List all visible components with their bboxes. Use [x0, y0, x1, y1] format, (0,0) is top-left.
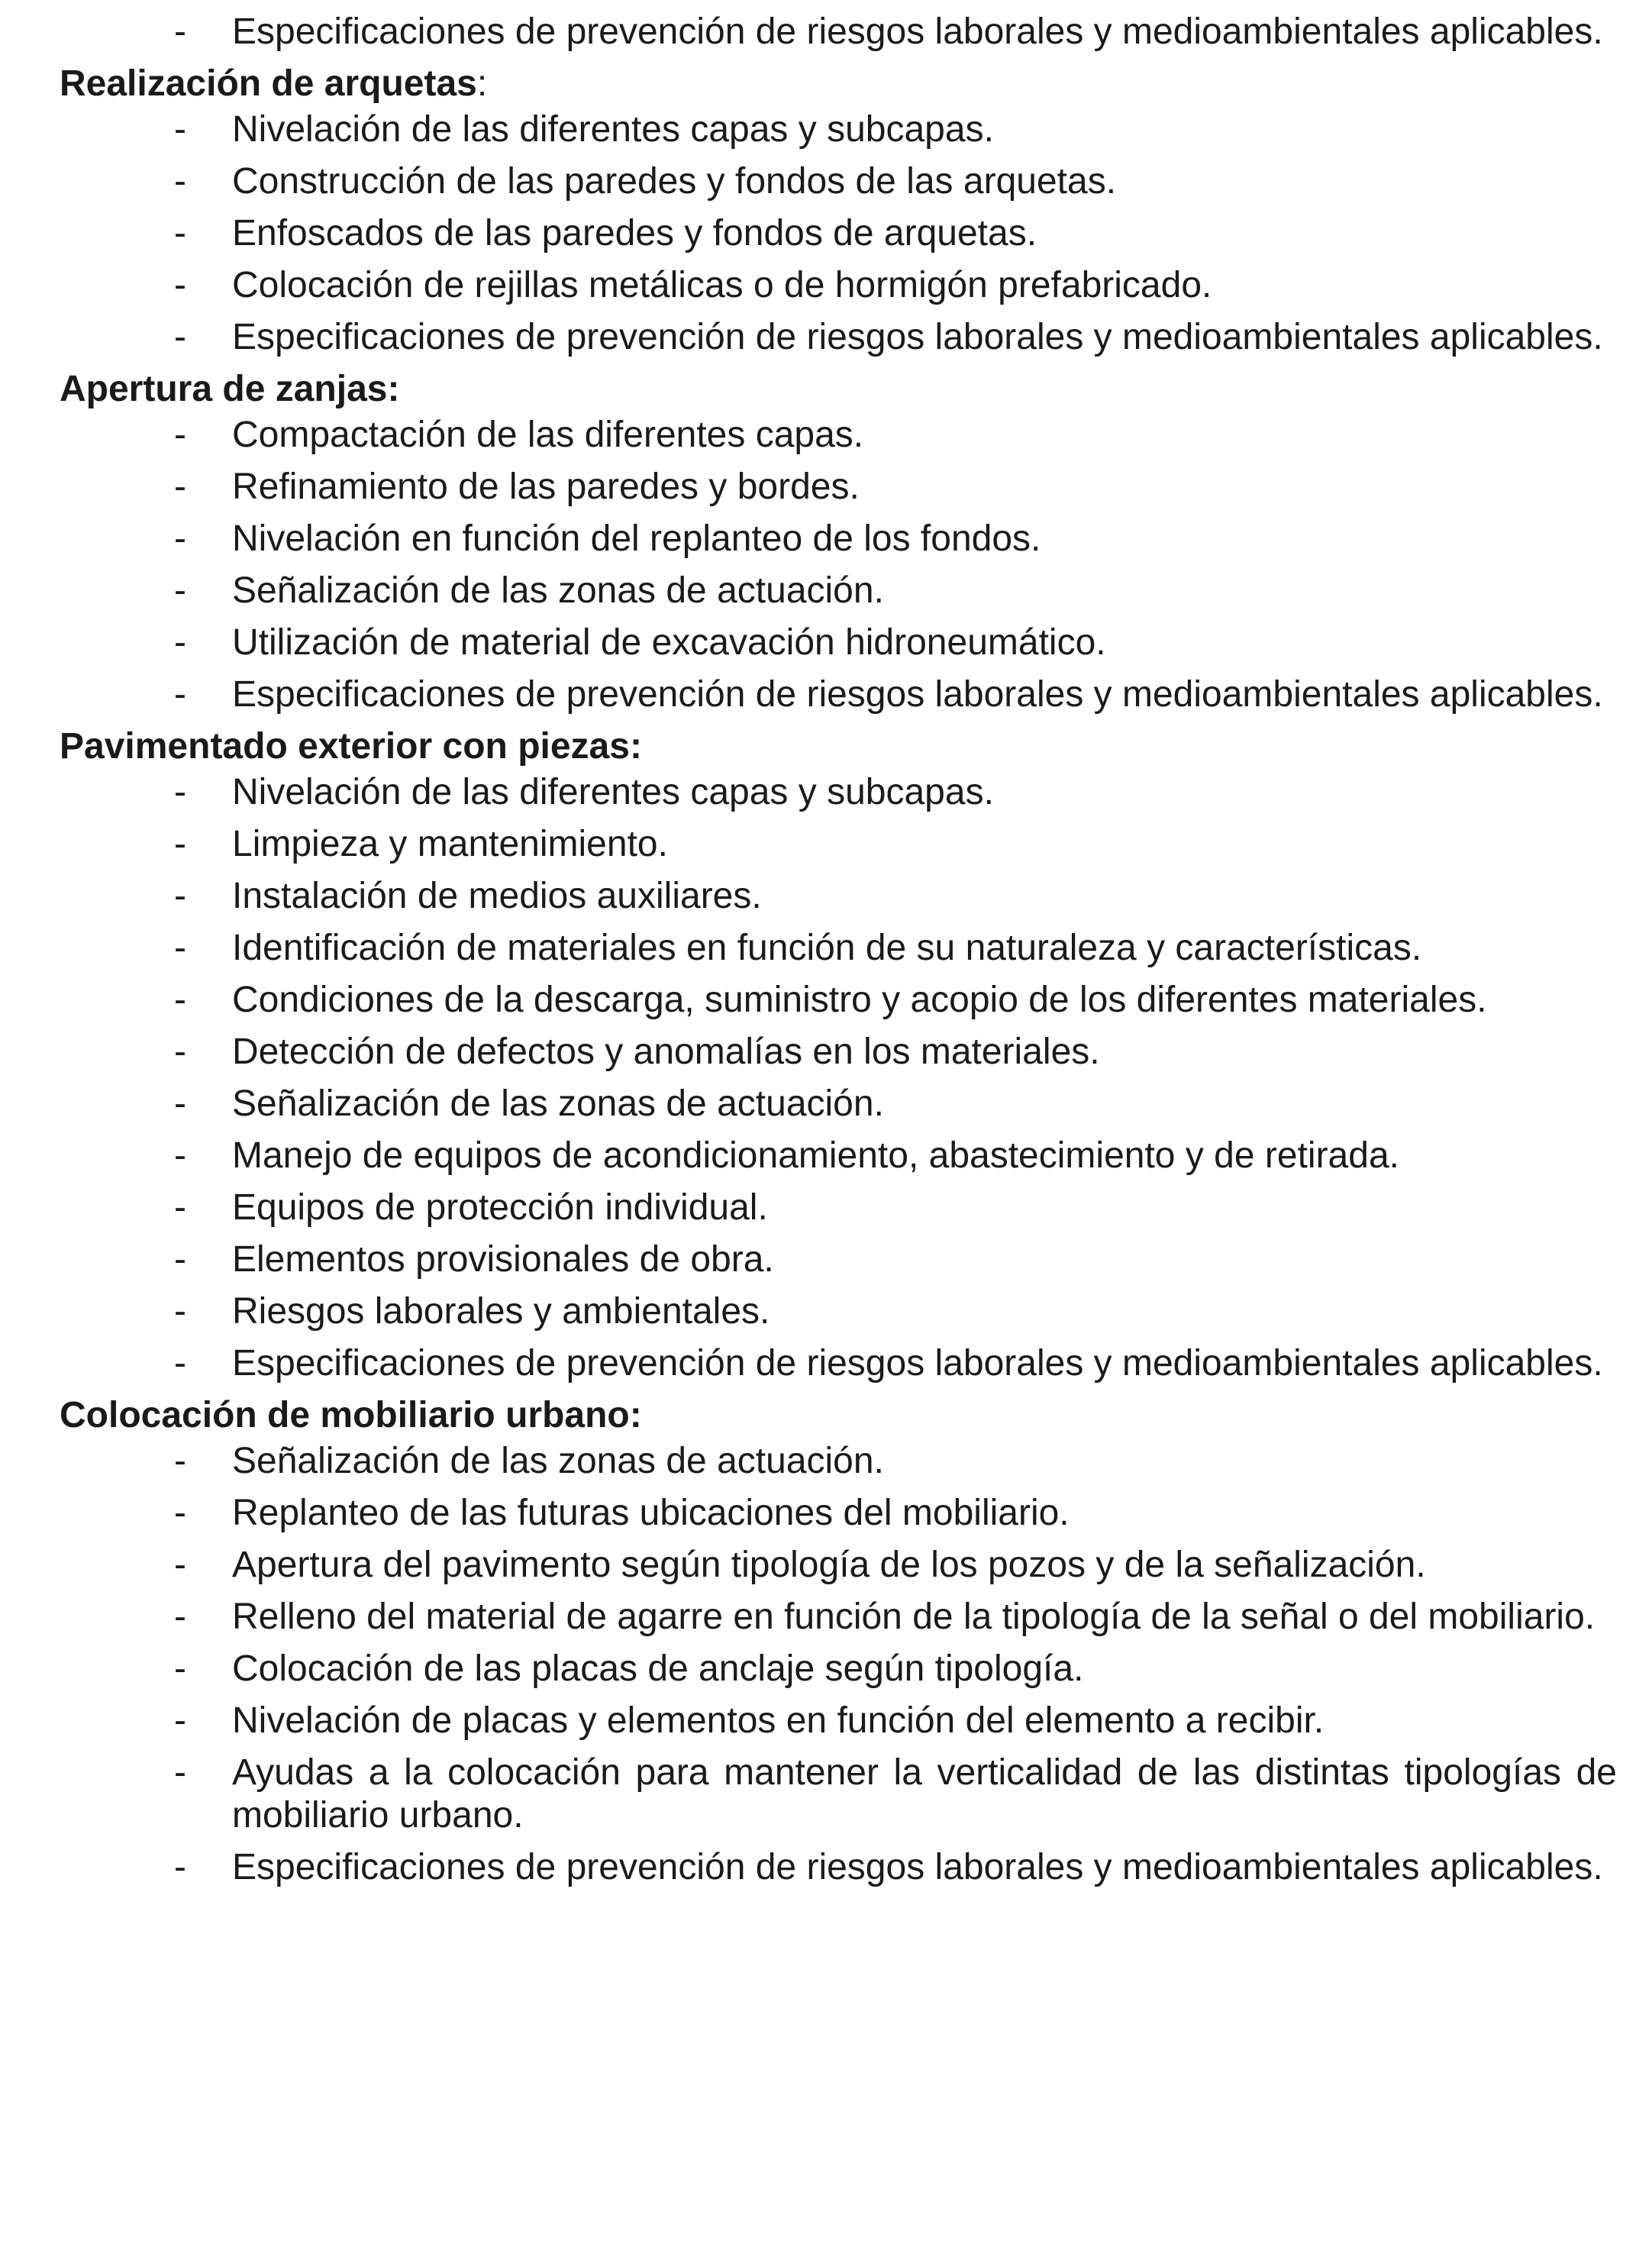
- list-item: [60, 212, 1617, 255]
- bullet-dash: -: [174, 1493, 186, 1533]
- section-heading: Realización de arquetas:: [60, 63, 488, 104]
- bullet-dash: -: [174, 1597, 186, 1637]
- list-item: [60, 1342, 1617, 1385]
- list-item-text: Construcción de las paredes y fondos de las arquetas.: [232, 161, 1117, 202]
- list-item: [60, 1544, 1617, 1587]
- section-list: [60, 771, 1617, 1385]
- list-item: [60, 1846, 1617, 1889]
- bullet-dash: -: [174, 1847, 186, 1887]
- list-item: [60, 622, 1617, 664]
- list-item-text: Compactación de las diferentes capas.: [232, 415, 864, 455]
- bullet-dash: -: [174, 876, 186, 916]
- list-item-text: Nivelación en función del replanteo de los fondos.: [232, 518, 1041, 559]
- list-item-text: Señalización de las zonas de actuación.: [232, 1441, 884, 1481]
- bullet-dash: -: [174, 1239, 186, 1280]
- list-item-text: Nivelación de placas y elementos en función del elemento a recibir.: [232, 1700, 1325, 1741]
- section-apertura-de-zanjas: [60, 368, 1617, 716]
- list-item-text: Señalización de las zonas de actuación.: [232, 570, 884, 611]
- section-colocacion-de-mobiliario-urbano: [60, 1394, 1617, 1889]
- list-item-text: Replanteo de las futuras ubicaciones del mobiliario.: [232, 1493, 1070, 1533]
- list-item: [60, 1135, 1617, 1177]
- list-item-text: Nivelación de las diferentes capas y subcapas.: [232, 109, 994, 150]
- list-item: [60, 1440, 1617, 1483]
- list-item: [60, 1187, 1617, 1229]
- list-item-text: Utilización de material de excavación hidroneumático.: [232, 622, 1106, 663]
- list-item-text: Relleno del material de agarre en función de la tipología de la señal o del mobiliario.: [232, 1597, 1596, 1637]
- bullet-dash: -: [174, 1291, 186, 1332]
- list-item-text: Enfoscados de las paredes y fondos de arquetas.: [232, 213, 1037, 253]
- list-item-text: Identificación de materiales en función de su naturaleza y características.: [232, 928, 1422, 968]
- bullet-dash: -: [174, 570, 186, 611]
- list-item-text: Especificaciones de prevención de riesgos laborales y medioambientales aplicables.: [232, 674, 1603, 715]
- list-item: [60, 771, 1617, 814]
- list-item-text: Colocación de rejillas metálicas o de hormigón prefabricado.: [232, 265, 1212, 305]
- list-item-text: Equipos de protección individual.: [232, 1187, 768, 1228]
- intro-list: [60, 11, 1617, 53]
- bullet-dash: -: [174, 928, 186, 968]
- bullet-dash: -: [174, 11, 186, 52]
- list-item: [60, 1031, 1617, 1074]
- list-item: [60, 979, 1617, 1022]
- bullet-dash: -: [174, 265, 186, 305]
- list-item: [60, 1648, 1617, 1690]
- bullet-dash: -: [174, 467, 186, 507]
- list-item-text: Detección de defectos y anomalías en los materiales.: [232, 1032, 1100, 1072]
- bullet-dash: -: [174, 1083, 186, 1124]
- list-item: [60, 466, 1617, 509]
- list-item-text: Elementos provisionales de obra.: [232, 1239, 774, 1280]
- list-item: [60, 823, 1617, 866]
- list-item-text: Riesgos laborales y ambientales.: [232, 1291, 770, 1332]
- list-item: [60, 1752, 1617, 1837]
- list-item: [60, 875, 1617, 918]
- list-item-text: Señalización de las zonas de actuación.: [232, 1083, 884, 1124]
- list-item: [60, 1083, 1617, 1125]
- section-heading: Apertura de zanjas:: [60, 369, 400, 409]
- list-item-text: Nivelación de las diferentes capas y subcapas.: [232, 772, 994, 812]
- section-list: [60, 108, 1617, 359]
- list-item: [60, 108, 1617, 151]
- list-item-text: Manejo de equipos de acondicionamiento, abastecimiento y de retirada.: [232, 1135, 1399, 1176]
- section-pavimentado-exterior-con-piezas: [60, 725, 1617, 1385]
- list-item: [60, 1492, 1617, 1535]
- list-item-text: Especificaciones de prevención de riesgos laborales y medioambientales aplicables.: [232, 1847, 1603, 1887]
- bullet-dash: -: [174, 1545, 186, 1585]
- list-item: [60, 414, 1617, 457]
- list-item-text: Instalación de medios auxiliares.: [232, 876, 762, 916]
- bullet-dash: -: [174, 161, 186, 202]
- document-page: [60, 11, 1617, 1898]
- bullet-dash: -: [174, 213, 186, 253]
- list-item-text: Ayudas a la colocación para mantener la verticalidad de las distintas tipologías de mobiliario urbano.: [232, 1752, 1617, 1836]
- bullet-dash: -: [174, 772, 186, 812]
- bullet-dash: -: [174, 1135, 186, 1176]
- bullet-dash: -: [174, 1032, 186, 1072]
- list-item-text: Especificaciones de prevención de riesgos laborales y medioambientales aplicables.: [232, 317, 1603, 357]
- list-item: [60, 1290, 1617, 1333]
- list-item: [60, 570, 1617, 612]
- list-item-text: Apertura del pavimento según tipología de los pozos y de la señalización.: [232, 1545, 1426, 1585]
- bullet-dash: -: [174, 674, 186, 715]
- list-item-text: Limpieza y mantenimiento.: [232, 824, 668, 864]
- list-item: [60, 11, 1617, 53]
- list-item: [60, 1700, 1617, 1742]
- bullet-dash: -: [174, 980, 186, 1020]
- list-item-text: Condiciones de la descarga, suministro y acopio de los diferentes materiales.: [232, 980, 1487, 1020]
- bullet-dash: -: [174, 1187, 186, 1228]
- bullet-dash: -: [174, 622, 186, 663]
- section-list: [60, 1440, 1617, 1889]
- list-item: [60, 518, 1617, 560]
- bullet-dash: -: [174, 1752, 186, 1793]
- section-list: [60, 414, 1617, 716]
- bullet-dash: -: [174, 518, 186, 559]
- section-realizacion-de-arquetas: [60, 63, 1617, 359]
- list-item: [60, 673, 1617, 716]
- bullet-dash: -: [174, 317, 186, 357]
- bullet-dash: -: [174, 1441, 186, 1481]
- list-item-text: Colocación de las placas de anclaje según tipología.: [232, 1648, 1084, 1689]
- list-item-text: Refinamiento de las paredes y bordes.: [232, 467, 860, 507]
- bullet-dash: -: [174, 1648, 186, 1689]
- list-item: [60, 160, 1617, 203]
- list-item-text: Especificaciones de prevención de riesgos laborales y medioambientales aplicables.: [232, 11, 1603, 52]
- section-heading: Pavimentado exterior con piezas:: [60, 726, 642, 767]
- bullet-dash: -: [174, 1700, 186, 1741]
- list-item: [60, 264, 1617, 307]
- bullet-dash: -: [174, 824, 186, 864]
- bullet-dash: -: [174, 1343, 186, 1384]
- list-item: [60, 927, 1617, 970]
- list-item: [60, 316, 1617, 359]
- list-item-text: Especificaciones de prevención de riesgos laborales y medioambientales aplicables.: [232, 1343, 1603, 1384]
- list-item: [60, 1238, 1617, 1281]
- section-heading: Colocación de mobiliario urbano:: [60, 1395, 642, 1435]
- bullet-dash: -: [174, 415, 186, 455]
- bullet-dash: -: [174, 109, 186, 150]
- list-item: [60, 1596, 1617, 1639]
